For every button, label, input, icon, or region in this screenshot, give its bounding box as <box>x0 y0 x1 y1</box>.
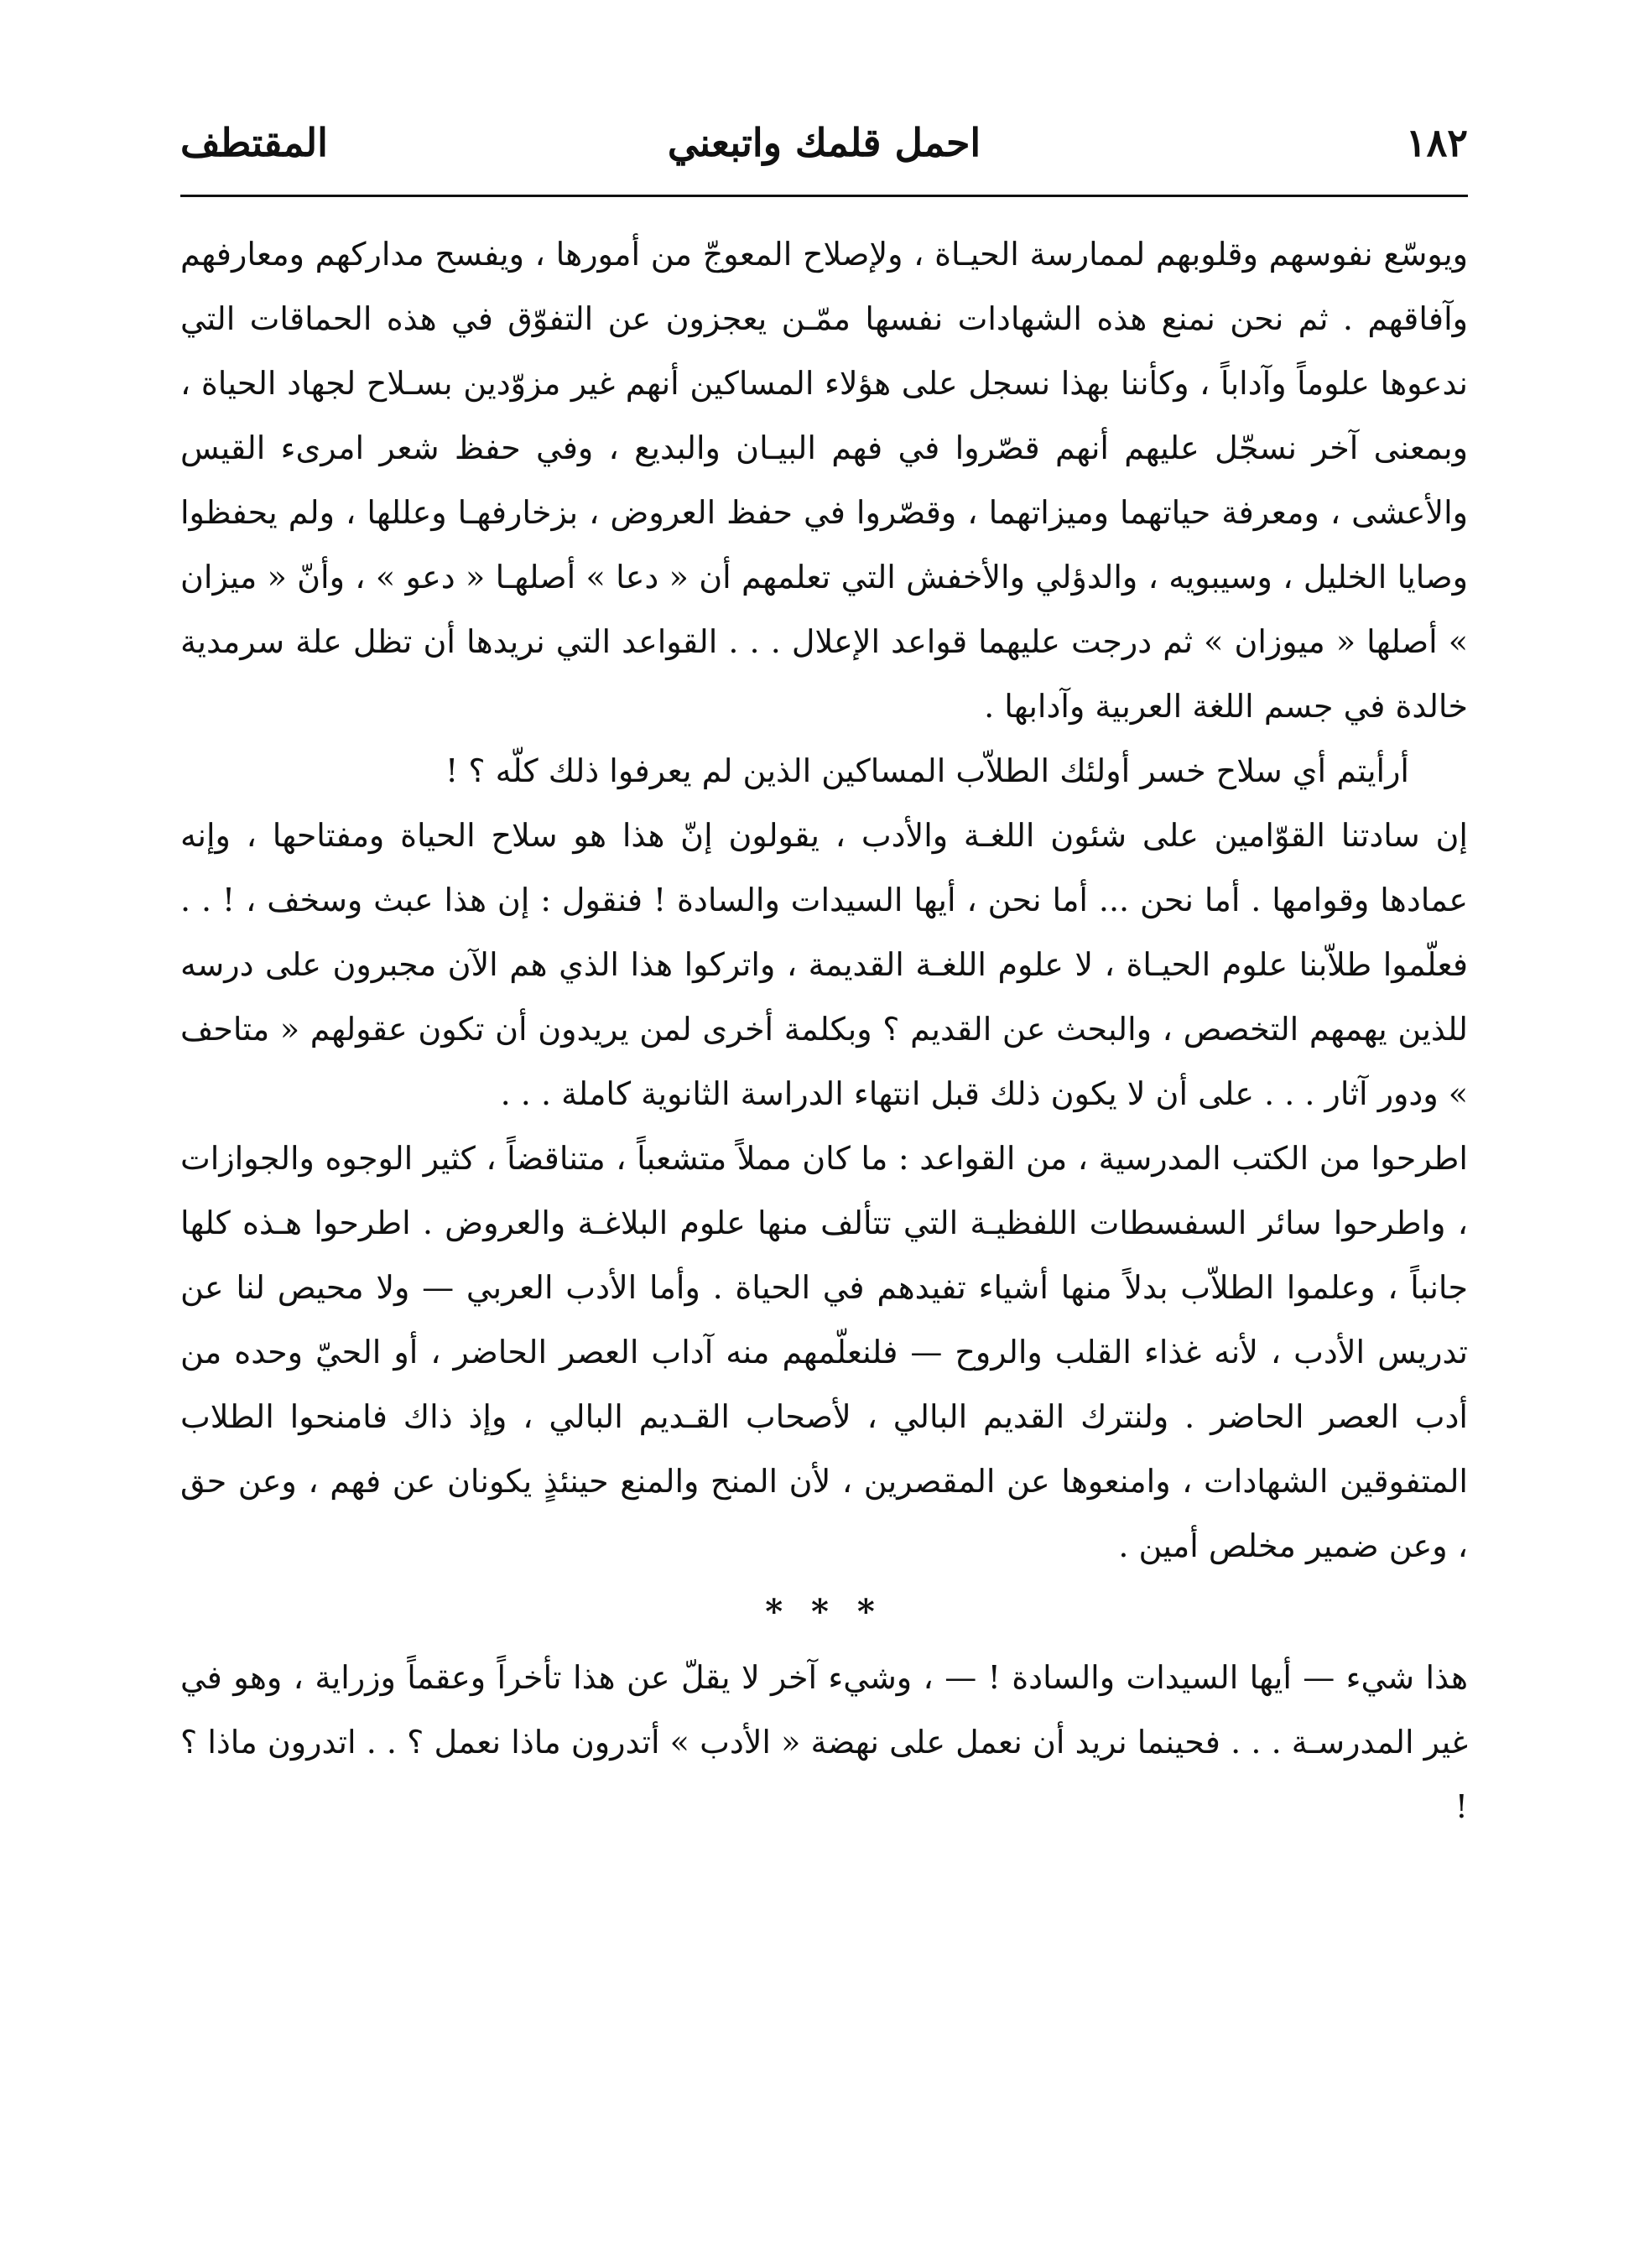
journal-name: المقتطف <box>180 120 328 165</box>
paragraph-5: هذا شيء — أيها السيدات والسادة ! — ، وشيء آخر لا يقلّ عن هذا تأخراً وعقماً وزراية ، وهو في غير المدرسـة . . . فحينما نريد أن نعمل على نهضة « الأدب » أتدرون ماذا نعمل ؟ . . اتدرون ماذا ؟ ! <box>180 1659 1468 1825</box>
section-separator: * * * <box>765 1592 883 1631</box>
article-title: احمل قلمك واتبعني <box>667 120 981 165</box>
header-rule <box>180 195 1468 197</box>
page-number: ١٨٢ <box>1405 120 1468 165</box>
paragraph-1: ويوسّع نفوسهم وقلوبهم لممارسة الحيـاة ، ولإصلاح المعوجّ من أمورها ، ويفسح مداركهم ومعارفهم وآفاقهم . ثم نحن نمنع هذه الشهادات نفسها ممّـن يعجزون عن التفوّق في هذه الحماقات التي ندعوها علوماً وآداباً ، وكأننا بهذا نسجل على هؤلاء المساكين أنهم غير مزوّدين بسـلاح لجهاد الحياة ، وبمعنى آخر نسجّل عليهم أنهم قصّروا في فهم البيـان والبديع ، وفي حفظ شعر امرىء القيس والأعشى ، ومعرفة حياتهما وميزاتهما ، وقصّروا في حفظ العروض ، بزخارفهـا وعللها ، ولم يحفظوا وصايا الخليل ، وسيبويه ، والدؤلي والأخفش التي تعلمهم أن « دعا » أصلهـا « دعو » ، وأنّ « ميزان » أصلها « ميوزان » ثم درجت عليهما قواعد الإعلال . . . القواعد التي نريدها أن تظل علة سرمدية خالدة في جسم اللغة العربية وآدابها . <box>180 236 1468 725</box>
running-header <box>180 109 1468 176</box>
paragraph-2: أرأيتم أي سلاح خسر أولئك الطلاّب المساكين الذين لم يعرفوا ذلك كلّه ؟ ! <box>445 752 1409 789</box>
paragraph-3: إن سادتنا القوّامين على شئون اللغـة والأدب ، يقولون إنّ هذا هو سلاح الحياة ومفتاحها ، وإنه عمادها وقوامها . أما نحن ... أما نحن ، أيها السيدات والسادة ! فنقول : إن هذا عبث وسخف ، ! . . فعلّموا طلاّبنا علوم الحيـاة ، لا علوم اللغـة القديمة ، واتركوا هذا الذي هم الآن مجبرون على درسه للذين يهمهم التخصص ، والبحث عن القديم ؟ وبكلمة أخرى لمن يريدون أن تكون عقولهم « متاحف » ودور آثار . . . على أن لا يكون ذلك قبل انتهاء الدراسة الثانوية كاملة . . . <box>180 817 1468 1112</box>
paragraph-4: اطرحوا من الكتب المدرسية ، من القواعد : ما كان مملاً متشعباً ، متناقضاً ، كثير الوجوه والجوازات ، واطرحوا سائر السفسطات اللفظيـة التي تتألف منها علوم البلاغـة والعروض . اطرحوا هـذه كلها جانباً ، وعلموا الطلاّب بدلاً منها أشياء تفيدهم في الحياة . وأما الأدب العربي — ولا محيص لنا عن تدريس الأدب ، لأنه غذاء القلب والروح — فلنعلّمهم منه آداب العصر الحاضر ، أو الحيّ وحده من أدب العصر الحاضر . ولنترك القديم البالي ، لأصحاب القـديم البالي ، وإذ ذاك فامنحوا الطلاب المتفوقين الشهادات ، وامنعوها عن المقصرين ، لأن المنح والمنع حينئذٍ يكونان عن فهم ، وعن حق ، وعن ضمير مخلص أمين . <box>180 1140 1468 1564</box>
article-body <box>180 222 1468 1839</box>
